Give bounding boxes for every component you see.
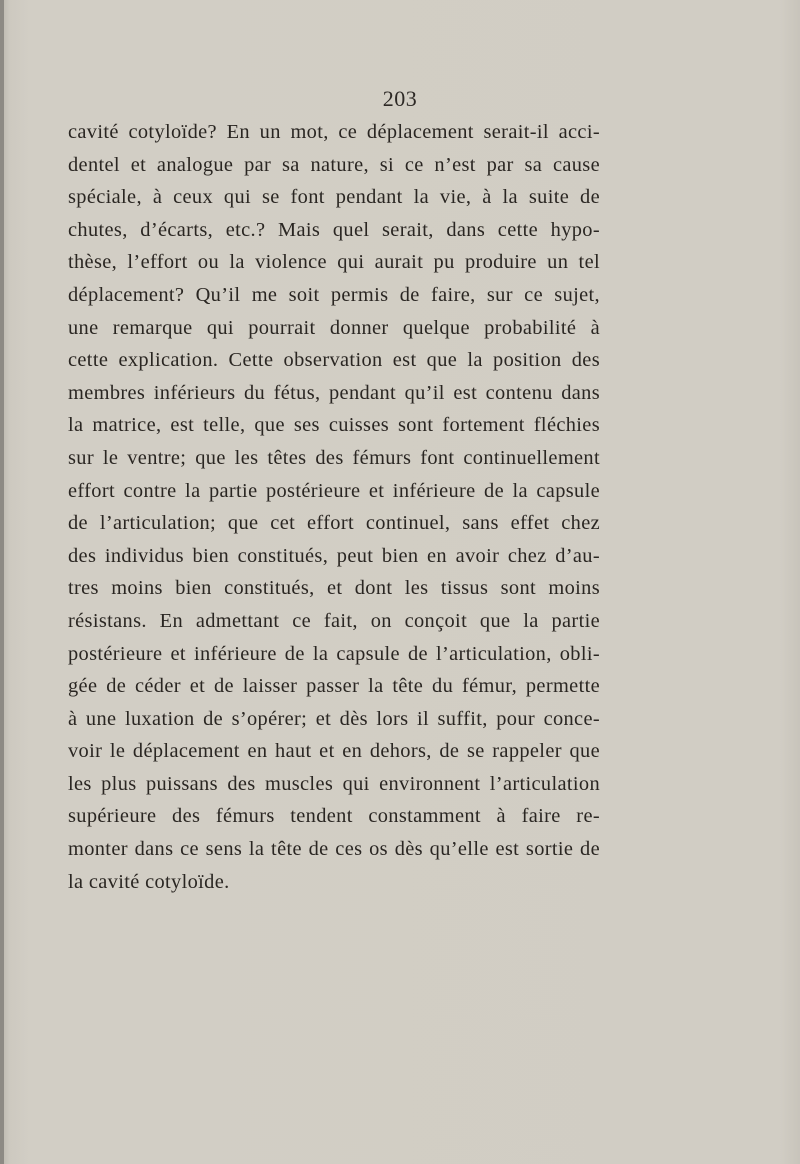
text-line: postérieure et inférieure de la capsule de l’articulation, obli- [68, 642, 600, 665]
text-line: supérieure des fémurs tendent constamment à faire re- [68, 805, 600, 828]
text-line: cette explication. Cette observation est que la position des [68, 349, 600, 372]
text-line: dentel et analogue par sa nature, si ce n’est par sa cause [68, 153, 600, 176]
text-line: membres inférieurs du fétus, pendant qu’il est contenu dans [68, 381, 600, 404]
text-line: effort contre la partie postérieure et inférieure de la capsule [68, 479, 600, 502]
text-line: chutes, d’écarts, etc.? Mais quel serait, dans cette hypo- [68, 218, 600, 241]
page-edge [0, 0, 4, 1164]
text-line: spéciale, à ceux qui se font pendant la vie, à la suite de [68, 186, 600, 209]
text-line: monter dans ce sens la tête de ces os dès qu’elle est sortie de [68, 838, 600, 861]
text-line: cavité cotyloïde? En un mot, ce déplacement serait-il acci- [68, 121, 600, 143]
body-text [68, 116, 600, 898]
text-line: de l’articulation; que cet effort continuel, sans effet chez [68, 512, 600, 535]
text-line: à une luxation de s’opérer; et dès lors il suffit, pour conce- [68, 707, 600, 730]
text-line: thèse, l’effort ou la violence qui aurait pu produire un tel [68, 251, 600, 274]
text-line: déplacement? Qu’il me soit permis de faire, sur ce sujet, [68, 283, 600, 306]
text-line: gée de céder et de laisser passer la tête du fémur, permette [68, 675, 600, 698]
text-line: voir le déplacement en haut et en dehors, de se rappeler que [68, 740, 600, 763]
text-line-last: la cavité cotyloïde. [68, 870, 230, 893]
text-line: la matrice, est telle, que ses cuisses sont fortement fléchies [68, 414, 600, 437]
text-line: les plus puissans des muscles qui environnent l’articulation [68, 772, 600, 795]
page-number: 203 [382, 86, 418, 111]
text-line: résistans. En admettant ce fait, on conçoit que la partie [68, 609, 600, 632]
text-line: tres moins bien constitués, et dont les tissus sont moins [68, 577, 600, 600]
text-line: sur le ventre; que les têtes des fémurs font continuellement [68, 446, 600, 469]
text-line: des individus bien constitués, peut bien en avoir chez d’au- [68, 544, 600, 567]
text-line: une remarque qui pourrait donner quelque probabilité à [68, 316, 600, 339]
